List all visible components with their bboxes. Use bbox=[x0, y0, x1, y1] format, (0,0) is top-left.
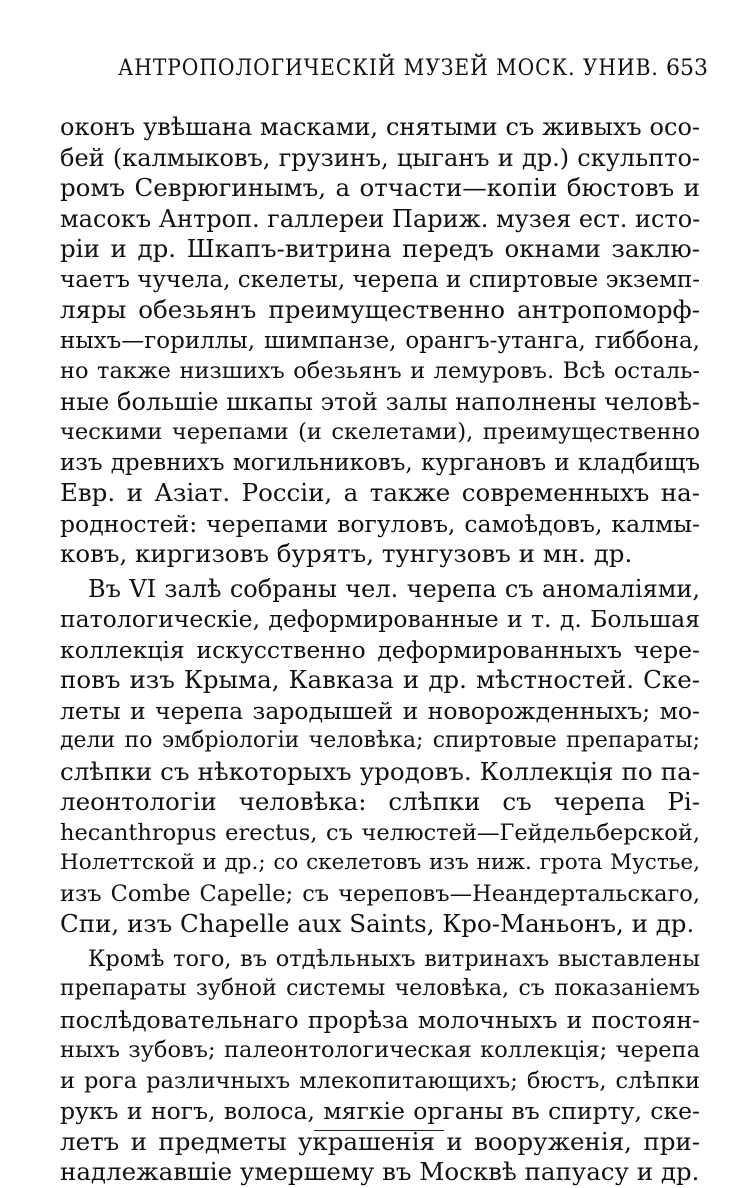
text-line: ромъ Севрюгинымъ, а отчасти—копіи бюстовъ и bbox=[60, 173, 700, 202]
text-line: ныхъ—гориллы, шимпанзе, орангъ-утанга, гиббона, bbox=[60, 327, 700, 354]
text-line: патологическіе, деформированные и т. д. Большая bbox=[60, 605, 700, 633]
body-text bbox=[60, 112, 700, 1188]
text-line: Кромѣ того, въ отдѣльныхъ витринахъ выставлены bbox=[88, 945, 700, 972]
text-line: ческими черепами (и скелетами), преимущественно bbox=[60, 419, 700, 445]
text-line: надлежавшіе умершему въ Москвѣ папуасу и др. bbox=[60, 1157, 700, 1186]
text-line: дели по эмбріологіи человѣка; спиртовые препараты; bbox=[60, 728, 700, 753]
text-line: Нолеттской и др.; со скелетовъ изъ ниж. грота Мустье, bbox=[60, 850, 700, 875]
text-line: hecanthropus erectus, съ челюстей—Гейдельберской, bbox=[60, 819, 700, 846]
end-rule bbox=[314, 1130, 444, 1131]
text-line: слѣпки съ нѣкоторыхъ уродовъ. Коллекція по па- bbox=[60, 756, 700, 786]
text-line: повъ изъ Крыма, Кавказа и др. мѣстностей. Ске- bbox=[60, 665, 700, 694]
text-line: но также низшихъ обезьянъ и лемуровъ. Всѣ осталь- bbox=[60, 358, 700, 384]
text-line: ныхъ зубовъ; палеонтологическая коллекція; черепа bbox=[60, 1037, 700, 1063]
text-line: ные большіе шкапы этой залы наполнены человѣ- bbox=[60, 387, 700, 416]
text-line: летъ и предметы украшенія и вооруженія, при- bbox=[60, 1126, 700, 1156]
text-line: изъ древнихъ могильниковъ, кургановъ и кладбищъ bbox=[60, 449, 700, 476]
text-line: масокъ Антроп. галлереи Париж. музея ест. исто- bbox=[60, 204, 701, 233]
paragraph-3 bbox=[60, 944, 700, 1188]
text-line: и рога различныхъ млекопитающихъ; бюстъ, слѣпки bbox=[60, 1067, 700, 1094]
text-line: бей (калмыковъ, грузинъ, цыганъ и др.) скульпто- bbox=[60, 143, 700, 172]
text-line: Спи, изъ Chapelle aux Saints, Кро-Маньонъ, и др. bbox=[60, 909, 695, 938]
text-line: Въ VI залѣ собраны чел. черепа съ аномаліями, bbox=[88, 574, 700, 603]
page-number: 653 bbox=[666, 56, 708, 81]
text-line: оконъ увѣшана масками, снятыми съ живыхъ осо- bbox=[60, 113, 700, 141]
text-line: коллекція искусственно деформированныхъ чере- bbox=[60, 635, 700, 664]
text-line: родностей: черепами вогуловъ, самоѣдовъ, калмы- bbox=[60, 509, 700, 538]
text-line: леты и черепа зародышей и новорожденныхъ; мо- bbox=[60, 696, 700, 725]
text-line: рукъ и ногъ, волоса, мягкіе органы въ спирту, ске- bbox=[60, 1097, 700, 1125]
running-head: АНТРОПОЛОГИЧЕСКІЙ МУЗЕЙ МОСК. УНИВ. bbox=[118, 56, 659, 81]
text-line: леонтологіи человѣка: слѣпки съ черепа Pi- bbox=[60, 787, 700, 816]
paragraph-2 bbox=[60, 574, 700, 940]
paragraph-1 bbox=[60, 112, 700, 570]
text-line: чаетъ чучела, скелеты, черепа и спиртовые экземп- bbox=[60, 266, 701, 293]
text-line: ляры обезьянъ преимущественно антропоморф- bbox=[60, 295, 700, 324]
text-line: послѣдовательнаго прорѣза молочныхъ и постоян- bbox=[60, 1005, 700, 1034]
text-line: изъ Combe Capelle; съ череповъ—Неандертальскаго, bbox=[60, 880, 700, 907]
text-line: ріи и др. Шкапъ-витрина передъ окнами заклю- bbox=[60, 234, 700, 263]
text-line: Евр. и Азіат. Россіи, а также современныхъ на- bbox=[60, 478, 700, 507]
text-line: ковъ, киргизовъ бурятъ, тунгузовъ и мн. др. bbox=[60, 539, 633, 568]
text-line: препараты зубной системы человѣка, съ показаніемъ bbox=[60, 976, 700, 1001]
